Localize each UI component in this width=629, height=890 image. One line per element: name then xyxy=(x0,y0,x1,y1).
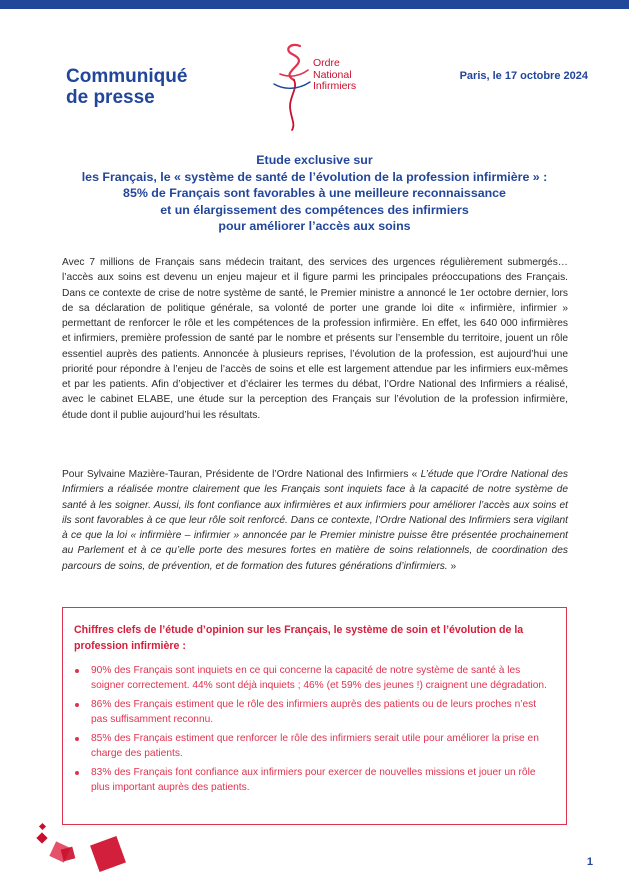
bullet-icon xyxy=(75,737,79,741)
list-item xyxy=(75,663,551,694)
key-figures-title: Chiffres clefs de l’étude d’opinion sur les Français, le système de soin et l’évolution de la profession infirmière : xyxy=(74,624,524,652)
quote-close: » xyxy=(447,560,457,572)
headline-line2: les Français, le « système de santé de l’évolution de la profession infirmière » : xyxy=(81,169,548,184)
headline-line5: pour améliorer l’accès aux soins xyxy=(218,219,411,234)
list-item-text: 90% des Français sont inquiets en ce qui concerne la capacité de notre système de santé à les soigner correctement. 44% sont déjà inquiets ; 46% (et 59% des jeunes !) craignent une dégradation. xyxy=(91,665,547,692)
headline-line4: et un élargissement des compétences des infirmiers xyxy=(160,202,469,217)
list-item-text: 83% des Français font confiance aux infirmiers pour exercer de nouvelles missions et jouer un rôle plus important auprès des patients. xyxy=(91,766,536,793)
press-release-title xyxy=(66,66,187,108)
quote-intro: Pour Sylvaine Mazière-Tauran, Présidente de l’Ordre National des Infirmiers « xyxy=(62,469,421,480)
list-item xyxy=(75,697,551,728)
key-figures-box xyxy=(62,607,567,825)
list-item xyxy=(75,765,551,796)
headline-line3: 85% de Français sont favorables à une meilleure reconnaissance xyxy=(123,186,506,201)
body-paragraph-1: Avec 7 millions de Français sans médecin traitant, des services des urgences régulièrement submergés…l’accès aux soins est devenu un enjeu majeur et il figure parmi les principales préoccupations des Français. Dans ce contexte de crise de notre système de santé, le Premier ministre a annoncé le 1er octobre dernier, lors de sa déclaration de politique générale, sa volonté de porter une grande loi dite « infirmière, infirmier » permettant de renforcer le rôle et les compétences de la profession infirmière. En effet, les 640 000 infirmières et infirmiers, première profession de santé par le nombre et présents sur l’ensemble du territoire, jouent un rôle essentiel auprès des patients. Annoncée à plusieurs reprises, l’évolution de la profession, est aujourd’hui une priorité pour répondre à l’enjeu de l’accès de soins et elle est largement attendue par les infirmiers eux-mêmes et par les patients. Afin d’objectiver et d’éclairer les termes du débat, l’Ordre National des Infirmiers a réalisé, avec le cabinet ELABE, une étude sur la perception des Français sur l’évolution de la profession infirmière, étude dont il publie aujourd’hui les résultats. xyxy=(62,257,568,421)
logo-line1: Ordre xyxy=(313,57,340,69)
list-item-text: 85% des Français estiment que renforcer le rôle des infirmiers serait utile pour améliorer la prise en charge des patients. xyxy=(91,732,539,760)
bullet-icon xyxy=(75,771,79,775)
body-paragraph-2 xyxy=(62,467,568,574)
press-release-title-line2: de presse xyxy=(66,87,155,108)
decorative-squares-icon xyxy=(36,818,126,890)
headline-line1: Etude exclusive sur xyxy=(256,153,373,167)
headline xyxy=(40,152,589,235)
key-figures-list xyxy=(75,663,551,799)
press-release-title-line1: Communiqué xyxy=(66,66,188,87)
list-item-text: 86% des Français estiment que le rôle des infirmiers auprès des patients ou de leurs proches n’est pas suffisamment reconnu. xyxy=(91,698,537,726)
page-number: 1 xyxy=(586,856,593,868)
logo-line2: National xyxy=(313,68,352,81)
release-date: Paris, le 17 octobre 2024 xyxy=(459,70,588,82)
logo-line3: Infirmiers xyxy=(313,80,357,92)
bullet-icon xyxy=(75,669,79,673)
top-color-bar xyxy=(0,0,629,9)
logo-wordmark xyxy=(313,58,356,93)
president-quote: L’étude que l’Ordre National des Infirmiers a réalisée montre clairement que les Français sont inquiets face à la capacité de notre système de santé à les soigner. Aussi, ils font confiance aux infirmières et aux infirmiers pour améliorer l’accès aux soins et ils sont favorables à ce que leur rôle soit renforcé. Dans ce contexte, l’Ordre National des Infirmiers sera vigilant à ce que la loi « infirmière – infirmier » annoncée par le Premier ministre puisse être présentée prochainement au Parlement et à ce qu’elle porte des mesures fortes en matière de soins relationnels, de coordination des parcours de soins, de prévention, et de formation des futures générations d’infirmiers. xyxy=(62,469,568,572)
bullet-icon xyxy=(75,703,79,707)
list-item xyxy=(75,731,551,762)
